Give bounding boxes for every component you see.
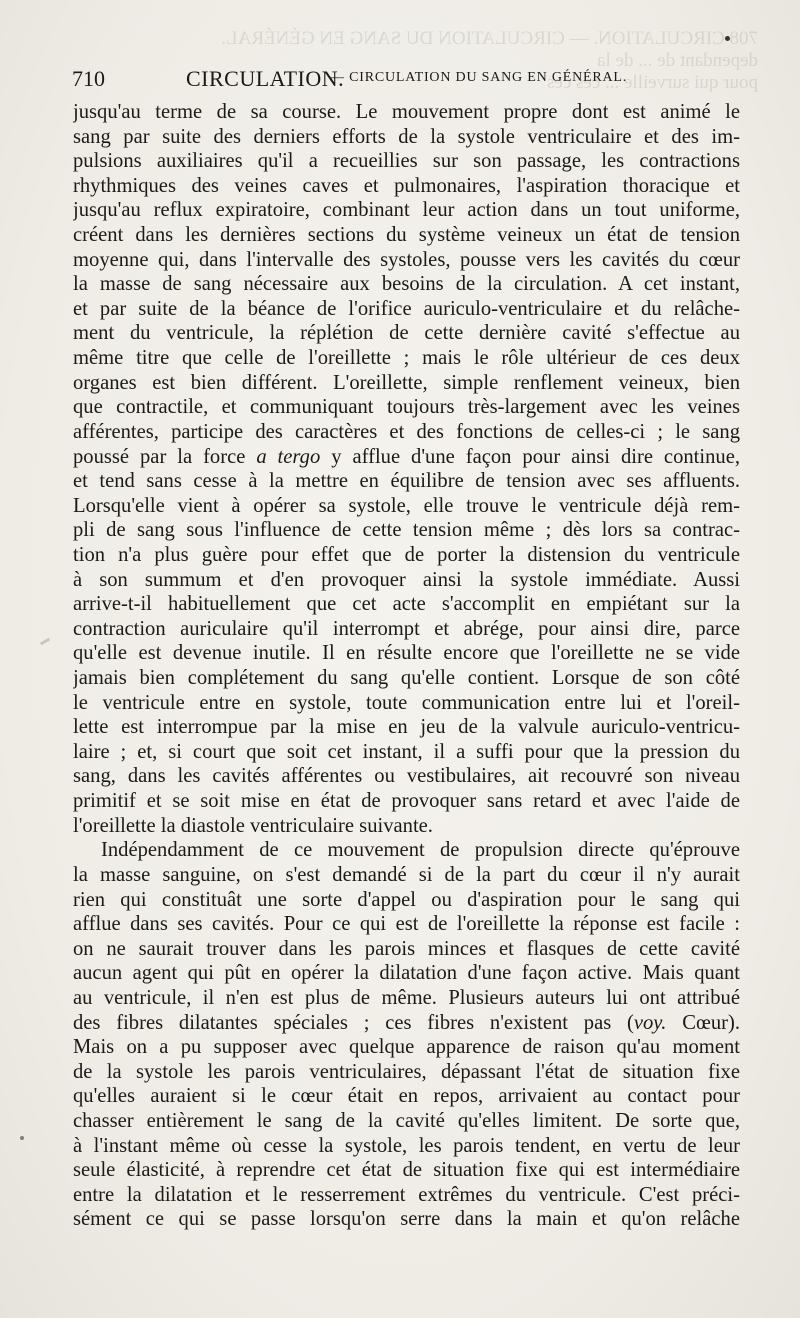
text-line: Lorsqu'elle vient à opérer sa systole, elle trouve le ventricule déjà rem-	[73, 494, 740, 517]
text-line: l'oreillette la diastole ventriculaire suivante.	[73, 814, 433, 837]
text-line: ment du ventricule, la réplétion de cette dernière cavité s'effectue au	[73, 322, 740, 345]
text-line: à l'instant même où cesse la systole, les parois tendent, en vertu de leur	[73, 1134, 740, 1157]
text-line: rien qui constituât une sorte d'appel ou d'aspiration pour le sang qui	[73, 888, 740, 911]
text-line: rhythmiques des veines caves et pulmonaires, l'aspiration thoracique et	[73, 174, 740, 197]
text-line: Mais on a pu supposer avec quelque apparence de raison qu'au moment	[73, 1036, 740, 1059]
text-line: tion n'a plus guère pour effet que de porter la distension du ventricule	[73, 543, 740, 566]
running-subtitle: — CIRCULATION DU SANG EN GÉNÉRAL.	[330, 70, 628, 85]
bleed-through-line: 708 CIRCULATION. — CIRCULATION DU SANG EN GÉNÉRAL.	[221, 28, 758, 49]
text-line: sang, dans les cavités afférentes ou vestibulaires, ait recouvré son niveau	[73, 765, 740, 788]
text-line: la masse sanguine, on s'est demandé si de la part du cœur il n'y aurait	[73, 863, 740, 886]
text-line: jusqu'au terme de sa course. Le mouvement propre dont est animé le	[73, 101, 740, 123]
italic-term: voy.	[633, 1011, 667, 1034]
text-line: entre la dilatation et le resserrement extrêmes du ventricule. C'est préci-	[73, 1183, 740, 1206]
text-line: créent dans les dernières sections du système veineux un état de tension	[73, 224, 740, 247]
text-line: des fibres dilatantes spéciales ; ces fibres n'existent pas (voy. Cœur).	[73, 1011, 740, 1034]
text-line: sément ce qui se passe lorsqu'on serre dans la main et qu'on relâche	[73, 1208, 740, 1231]
text-line: seule élasticité, à reprendre cet état de situation fixe qui est intermédiaire	[73, 1159, 740, 1182]
text-line: afférentes, participe des caractères et des fonctions de celles-ci ; le sang	[73, 420, 740, 443]
italic-term: a tergo	[256, 445, 321, 468]
text-line: on ne saurait trouver dans les parois minces et flasques de cette cavité	[73, 937, 740, 960]
text-line: sang par suite des derniers efforts de la systole ventriculaire et des im-	[73, 125, 740, 148]
ink-speck	[20, 1136, 24, 1140]
text-line: organes est bien différent. L'oreillette, simple renflement veineux, bien	[73, 371, 740, 394]
text-line: jamais bien complétement du sang qu'elle contient. Lorsque de son côté	[73, 667, 740, 690]
text-line: Indépendamment de ce mouvement de propulsion directe qu'éprouve	[101, 839, 740, 862]
text-line: et par suite de la béance de l'orifice auriculo-ventriculaire et du relâche-	[73, 297, 740, 320]
running-title: CIRCULATION.	[186, 66, 345, 91]
text-line: la masse de sang nécessaire aux besoins de la circulation. A cet instant,	[73, 273, 740, 296]
text-line: que contractile, et communiquant toujours très-largement avec les veines	[73, 396, 740, 419]
text-line: contraction auriculaire qu'il interrompt et abrége, pour ainsi dire, parce	[73, 617, 740, 640]
text-line: au ventricule, il n'en est plus de même. Plusieurs auteurs lui ont attribué	[73, 986, 740, 1009]
text-line: jusqu'au reflux expiratoire, combinant leur action dans un tout uniforme,	[73, 199, 740, 222]
page-number: 710	[72, 66, 105, 91]
text-line: aucun agent qui pût en opérer la dilatation d'une façon active. Mais quant	[73, 962, 740, 985]
text-line: primitif et se soit mise en état de provoquer sans retard et avec l'aide de	[73, 790, 740, 813]
text-line: laire ; et, si court que soit cet instant, il a suffi pour que la pression du	[73, 740, 740, 763]
text-line: qu'elles auraient si le cœur était en repos, arrivaient au contact pour	[73, 1085, 740, 1108]
text-line: même titre que celle de l'oreillette ; mais le rôle ultérieur de ces deux	[73, 347, 740, 370]
text-line: pli de sang sous l'influence de cette tension même ; dès lors sa contrac-	[73, 519, 740, 542]
body-text	[73, 100, 740, 1232]
text-line: afflue dans ses cavités. Pour ce qui est de l'oreillette la réponse est facile :	[73, 913, 740, 936]
paper-mark	[40, 638, 50, 646]
text-line: qu'elle est devenue inutile. Il en résulte encore que l'oreillette ne se vide	[73, 642, 740, 665]
text-line: moyenne qui, dans l'intervalle des systoles, pousse vers les cavités du cœur	[73, 248, 740, 271]
text-line: à son summum et d'en provoquer ainsi la systole immédiate. Aussi	[73, 568, 740, 591]
text-line: de la systole les parois ventriculaires, dépassant l'état de situation fixe	[73, 1060, 740, 1083]
text-line: et tend sans cesse à la mettre en équilibre de tension avec ses affluents.	[73, 470, 740, 493]
bleed-through-line: pour qui surveille ... ces ces	[546, 72, 758, 93]
text-line: arrive-t-il habituellement que cet acte s'accomplit en empiétant sur la	[73, 593, 740, 616]
text-line: pulsions auxiliaires qu'il a recueillies sur son passage, les contractions	[73, 150, 740, 173]
text-line: lette est interrompue par la mise en jeu de la valvule auriculo-ventricu-	[73, 716, 740, 739]
text-line: chasser entièrement le sang de la cavité qu'elles limitent. De sorte que,	[73, 1109, 740, 1132]
running-header	[72, 66, 740, 96]
ink-speck	[725, 36, 730, 41]
text-line: poussé par la force a tergo y afflue d'une façon pour ainsi dire continue,	[73, 445, 740, 468]
text-line: le ventricule entre en systole, toute communication entre lui et l'oreil-	[73, 691, 740, 714]
bleed-through-line: dependant de ... de la	[597, 50, 758, 71]
